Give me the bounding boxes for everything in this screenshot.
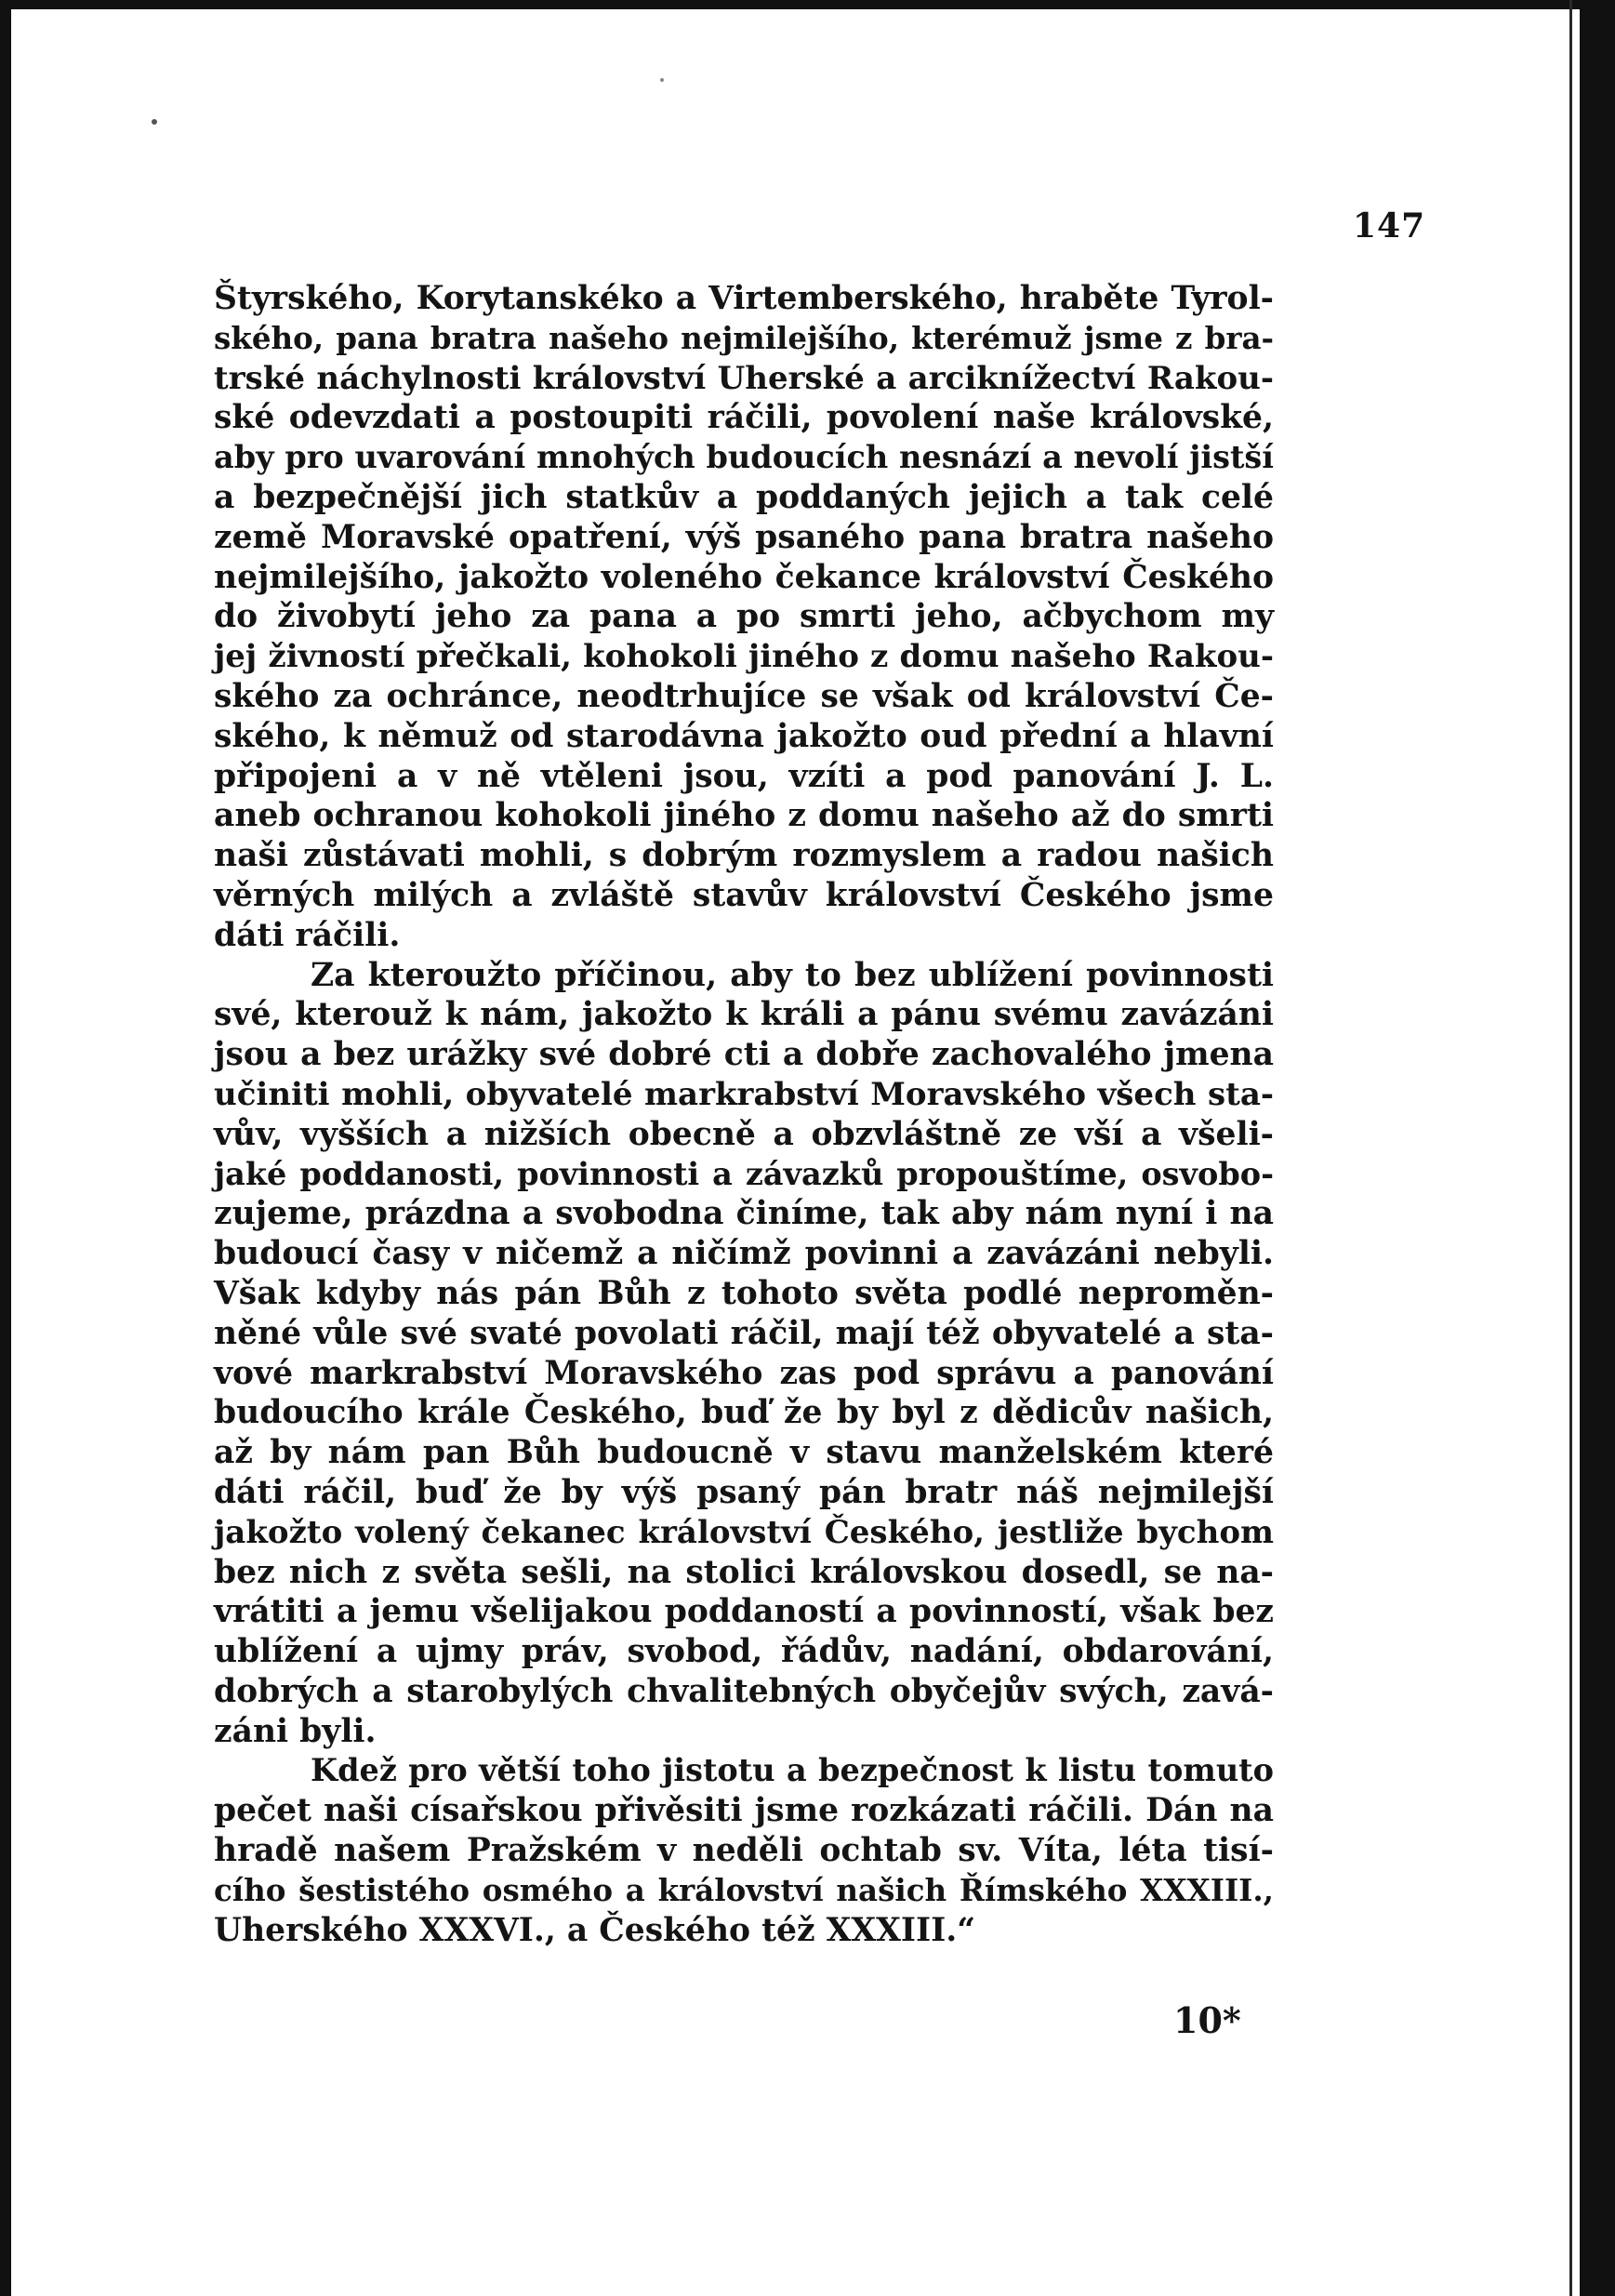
text-line: dáti ráčili. <box>214 916 401 954</box>
scan-border-right <box>1580 0 1615 2296</box>
text-line: Však kdyby nás pán Bůh z tohoto světa podlé neproměn- <box>214 1274 1274 1312</box>
body-text <box>214 279 1274 1950</box>
scan-dust-speck <box>152 119 157 125</box>
text-line: jej živností přečkali, kohokoli jiného z domu našeho Rakou- <box>214 638 1274 676</box>
text-line: věrných milých a zvláště stavův království Českého jsme <box>214 876 1274 914</box>
text-line: pečet naši císařskou přivěsiti jsme rozkázati ráčili. Dán na <box>214 1792 1274 1830</box>
text-line: něné vůle své svaté povolati ráčil, mají též obyvatelé a sta- <box>214 1314 1274 1352</box>
text-line: Za kteroužto příčinou, aby to bez ublížení povinnosti <box>311 956 1274 994</box>
text-line: bez nich z světa sešli, na stolici královskou dosedl, se na- <box>214 1553 1274 1591</box>
scan-dust-speck <box>660 78 664 82</box>
scan-border-top <box>0 0 1615 9</box>
scan-inner-line <box>1569 0 1572 2296</box>
text-line: své, kterouž k nám, jakožto k králi a pánu svému zavázáni <box>214 996 1274 1034</box>
text-line: jaké poddanosti, povinnosti a závazků propouštíme, osvobo- <box>214 1155 1274 1192</box>
text-line: Kdež pro větší toho jistotu a bezpečnost k listu tomuto <box>311 1752 1274 1789</box>
text-line: zujeme, prázdna a svobodna činíme, tak aby nám nyní i na <box>214 1195 1274 1233</box>
text-line: jakožto volený čekanec království Českého, jestliže bychom <box>214 1513 1274 1551</box>
text-line: ské odevzdati a postoupiti ráčili, povolení naše královské, <box>214 399 1274 437</box>
text-line: dobrých a starobylých chvalitebných obyčejův svých, zavá- <box>214 1672 1274 1710</box>
text-line: ského za ochránce, neodtrhujíce se však od království Če- <box>214 677 1274 715</box>
text-line: hradě našem Pražském v neděli ochtab sv. Víta, léta tisí- <box>214 1832 1274 1870</box>
text-line: vův, vyšších a nižších obecně a obzvláštně ze vší a všeli- <box>214 1115 1274 1153</box>
scan-border-left <box>0 0 11 2296</box>
text-line: ského, pana bratra našeho nejmilejšího, kterémuž jsme z bra- <box>214 319 1274 356</box>
text-line: budoucí časy v ničemž a ničímž povinni a zavázáni nebyli. <box>214 1235 1274 1273</box>
text-line: ublížení a ujmy práv, svobod, řádův, nadání, obdarování, <box>214 1633 1274 1671</box>
text-line: do živobytí jeho za pana a po smrti jeho, ačbychom my <box>214 598 1274 636</box>
text-line: a bezpečnější jich statkův a poddaných jejich a tak celé <box>214 478 1274 516</box>
page-number: 147 <box>1353 206 1426 246</box>
text-line: aby pro uvarování mnohých budoucích nesnází a nevolí jistší <box>214 439 1274 476</box>
text-line: země Moravské opatření, výš psaného pana bratra našeho <box>214 518 1274 556</box>
text-line: budoucího krále Českého, buď že by byl z dědicův našich, <box>214 1394 1274 1432</box>
text-line: učiniti mohli, obyvatelé markrabství Moravského všech sta- <box>214 1075 1274 1113</box>
text-line: připojeni a v ně vtěleni jsou, vzíti a pod panování J. L. <box>214 757 1274 795</box>
text-line: nejmilejšího, jakožto voleného čekance království Českého <box>214 558 1274 596</box>
text-line: naši zůstávati mohli, s dobrým rozmyslem a radou našich <box>214 837 1274 875</box>
printer-signature-mark: 10* <box>1173 1999 1241 2041</box>
text-line: aneb ochranou kohokoli jiného z domu našeho až do smrti <box>214 797 1274 835</box>
text-line: cího šestistého osmého a království našich Římského XXXIII., <box>214 1871 1274 1908</box>
text-line: Uherského XXXVI., a Českého též XXXIII.“ <box>214 1911 976 1949</box>
text-line: ského, k němuž od starodávna jakožto oud přední a hlavní <box>214 717 1274 755</box>
text-line: jsou a bez urážky své dobré cti a dobře zachovalého jmena <box>214 1036 1274 1074</box>
text-line: vrátiti a jemu všelijakou poddaností a povinností, však bez <box>214 1593 1274 1631</box>
text-line: trské náchylnosti království Uherské a arciknížectví Rakou- <box>214 359 1274 397</box>
text-line: vové markrabství Moravského zas pod správu a panování <box>214 1354 1274 1392</box>
text-line: Štyrského, Korytanskéko a Virtemberského, hraběte Tyrol- <box>214 280 1274 317</box>
text-line: záni byli. <box>214 1712 377 1750</box>
text-line: dáti ráčil, buď že by výš psaný pán bratr náš nejmilejší <box>214 1473 1274 1511</box>
text-line: až by nám pan Bůh budoucně v stavu manželském které <box>214 1434 1274 1472</box>
